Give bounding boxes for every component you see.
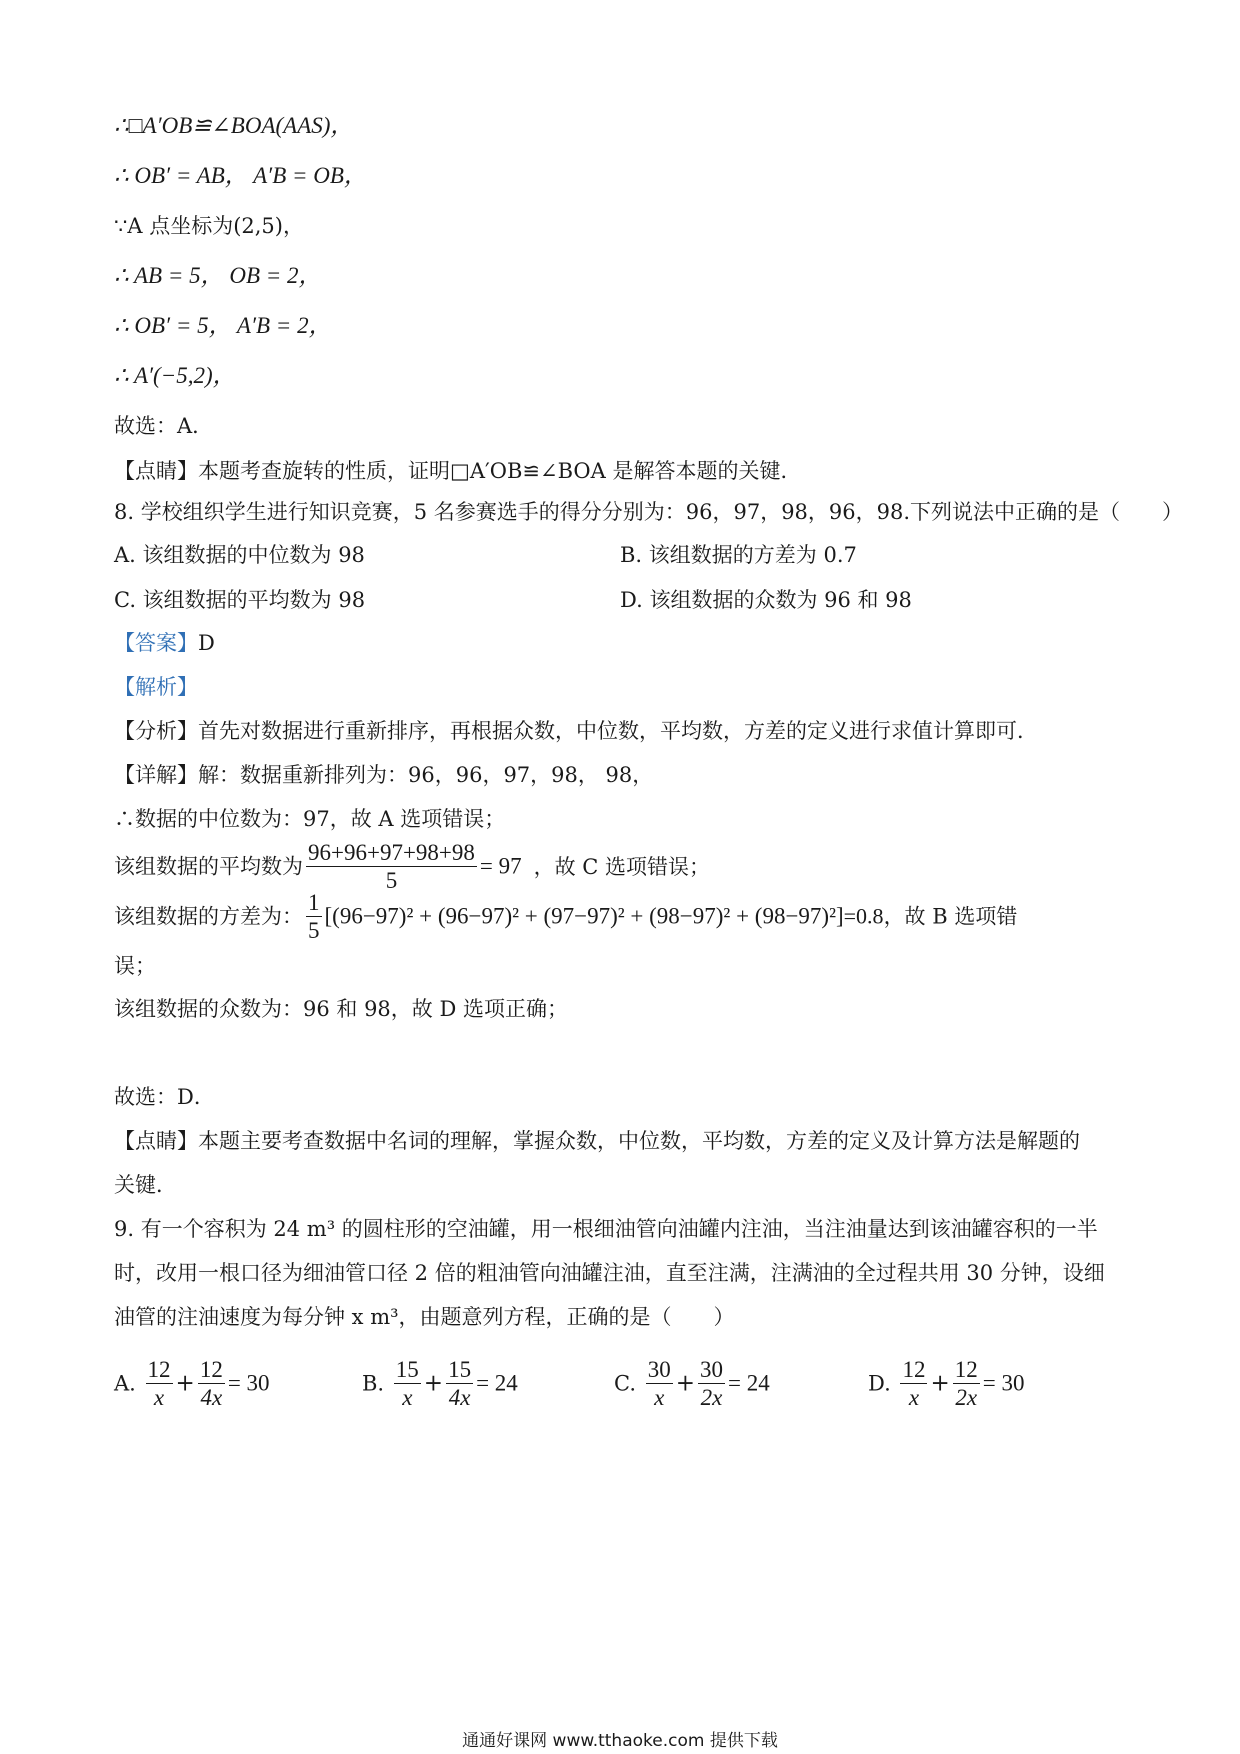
q9-option-d (868, 1352, 1024, 1414)
denominator: 4x (448, 1385, 471, 1410)
q8-xiangjie (114, 760, 653, 790)
variance-expression: [(96−97)² + (96−97)² + (97−97)² + (98−97)² + (98−97)²] (324, 903, 844, 929)
plus-sign: + (423, 1370, 444, 1397)
fraction (953, 1356, 980, 1411)
comment-text: 本题主要考查数据中名词的理解，掌握众数，中位数，平均数，方差的定义及计算方法是解题的 (198, 1129, 1080, 1153)
comment-tag: 【点睛】 (114, 1129, 198, 1153)
fraction (900, 1356, 927, 1411)
numerator: 15 (448, 1357, 472, 1382)
proof-line-6: ∴ A′(−5,2)， (114, 363, 236, 388)
q8-option-a: A. 该组数据的中位数为 98 (114, 543, 365, 567)
numerator: 15 (395, 1357, 419, 1382)
proof-line-2: ∴ OB′ = AB， A′B = OB， (114, 163, 367, 188)
q9-option-c (614, 1352, 770, 1414)
mean-denominator: 5 (385, 868, 398, 893)
mean-suffix: ，故 C 选项错误； (533, 854, 711, 879)
proof-line-5: ∴ OB′ = 5， A′B = 2， (114, 313, 332, 338)
proof-line-1: ∴□A′OB≌∠BOA(AAS)， (114, 113, 354, 138)
variance-fraction (306, 889, 322, 944)
fraction (698, 1356, 725, 1411)
q9-stem-line-2: 时，改用一根口径为细油管口径 2 倍的粗油管向油罐注油，直至注满，注满油的全过程共用 30 分钟，设细 (114, 1261, 1105, 1285)
variance-suffix: ，故 B 选项错 (883, 904, 1018, 929)
analysis-tag: 【解析】 (114, 675, 198, 699)
page-footer: 通通好课网 www.tthaoke.com 提供下载 (462, 1731, 778, 1751)
answer-tag: 【答案】 (114, 631, 198, 655)
proof-choose: 故选：A． (114, 414, 214, 438)
fraction (646, 1356, 673, 1411)
proof-comment (114, 456, 802, 486)
fenxi-text: 首先对数据进行重新排序，再根据众数，中位数，平均数，方差的定义进行求值计算即可． (198, 719, 1038, 743)
denominator: 4x (200, 1385, 223, 1410)
numerator: 12 (147, 1357, 171, 1382)
variance-numerator: 1 (308, 890, 320, 915)
numerator: 12 (199, 1357, 223, 1382)
plus-sign: + (675, 1370, 695, 1397)
q9-option-b (362, 1352, 518, 1414)
denominator: x (402, 1385, 413, 1410)
mean-equals: = 97 (479, 853, 522, 879)
plus-sign: + (930, 1370, 950, 1397)
rhs: = 30 (982, 1370, 1025, 1396)
fraction (198, 1356, 225, 1411)
proof-line-4: ∴ AB = 5， OB = 2， (114, 263, 322, 288)
variance-denominator: 5 (308, 918, 320, 943)
comment-tag: 【点睛】 (114, 459, 198, 483)
q8-comment-cont: 关键． (114, 1173, 177, 1197)
q8-option-d: D. 该组数据的众数为 96 和 98 (620, 588, 912, 612)
numerator: 12 (954, 1357, 978, 1382)
fraction (146, 1356, 173, 1411)
option-label: A. (114, 1371, 136, 1396)
rhs: = 24 (476, 1370, 518, 1396)
numerator: 30 (699, 1357, 723, 1382)
q8-mode: 该组数据的众数为：96 和 98，故 D 选项正确； (114, 997, 568, 1021)
option-label: C. (614, 1371, 636, 1396)
q8-option-b: B. 该组数据的方差为 0.7 (620, 543, 857, 567)
q8-variance (114, 885, 1017, 945)
q8-variance-cont: 误； (114, 954, 156, 978)
q8-option-c: C. 该组数据的平均数为 98 (114, 588, 366, 612)
q8-choose: 故选：D． (114, 1085, 215, 1109)
option-label: D. (868, 1371, 891, 1396)
plus-sign: + (175, 1370, 195, 1397)
q8-fenxi (114, 716, 1038, 746)
xiangjie-text: 解：数据重新排列为：96，96，97，98， 98， (198, 763, 654, 787)
mean-numerator: 96+96+97+98+98 (308, 840, 475, 865)
denominator: x (654, 1385, 665, 1410)
proof-line-3: ∵A 点坐标为(2,5)， (114, 214, 304, 238)
q8-stem: 8. 学校组织学生进行知识竞赛，5 名参赛选手的得分分别为：96，97，98，96，98.下列说法中正确的是（ ） (114, 500, 1184, 524)
numerator: 30 (647, 1357, 671, 1382)
denominator: 2x (955, 1385, 978, 1410)
fenxi-tag: 【分析】 (114, 719, 198, 743)
fraction (446, 1356, 473, 1411)
xiangjie-tag: 【详解】 (114, 763, 198, 787)
q9-option-a (114, 1352, 270, 1414)
comment-text: 本题考查旋转的性质，证明□A′OB≌∠BOA 是解答本题的关键． (198, 459, 802, 483)
answer-value: D (198, 631, 215, 655)
denominator: 2x (700, 1385, 723, 1410)
q8-answer (114, 628, 215, 658)
q8-comment (114, 1126, 1080, 1156)
rhs: = 30 (227, 1370, 270, 1396)
variance-equals: =0.8 (843, 903, 884, 929)
denominator: x (153, 1385, 165, 1410)
variance-prefix: 该组数据的方差为： (114, 904, 303, 929)
rhs: = 24 (727, 1370, 770, 1396)
denominator: x (908, 1385, 920, 1410)
mean-prefix: 该组数据的平均数为 (114, 854, 303, 879)
option-label: B. (362, 1371, 385, 1396)
numerator: 12 (902, 1357, 926, 1382)
fraction (394, 1356, 421, 1411)
q9-stem-line-1: 9. 有一个容积为 24 m³ 的圆柱形的空油罐，用一根细油管向油罐内注油，当注油量达到该油罐容积的一半 (114, 1217, 1098, 1241)
q8-median: ∴数据的中位数为：97，故 A 选项错误； (114, 807, 506, 831)
q9-stem-line-3: 油管的注油速度为每分钟 x m³，由题意列方程，正确的是（ ） (114, 1305, 735, 1329)
